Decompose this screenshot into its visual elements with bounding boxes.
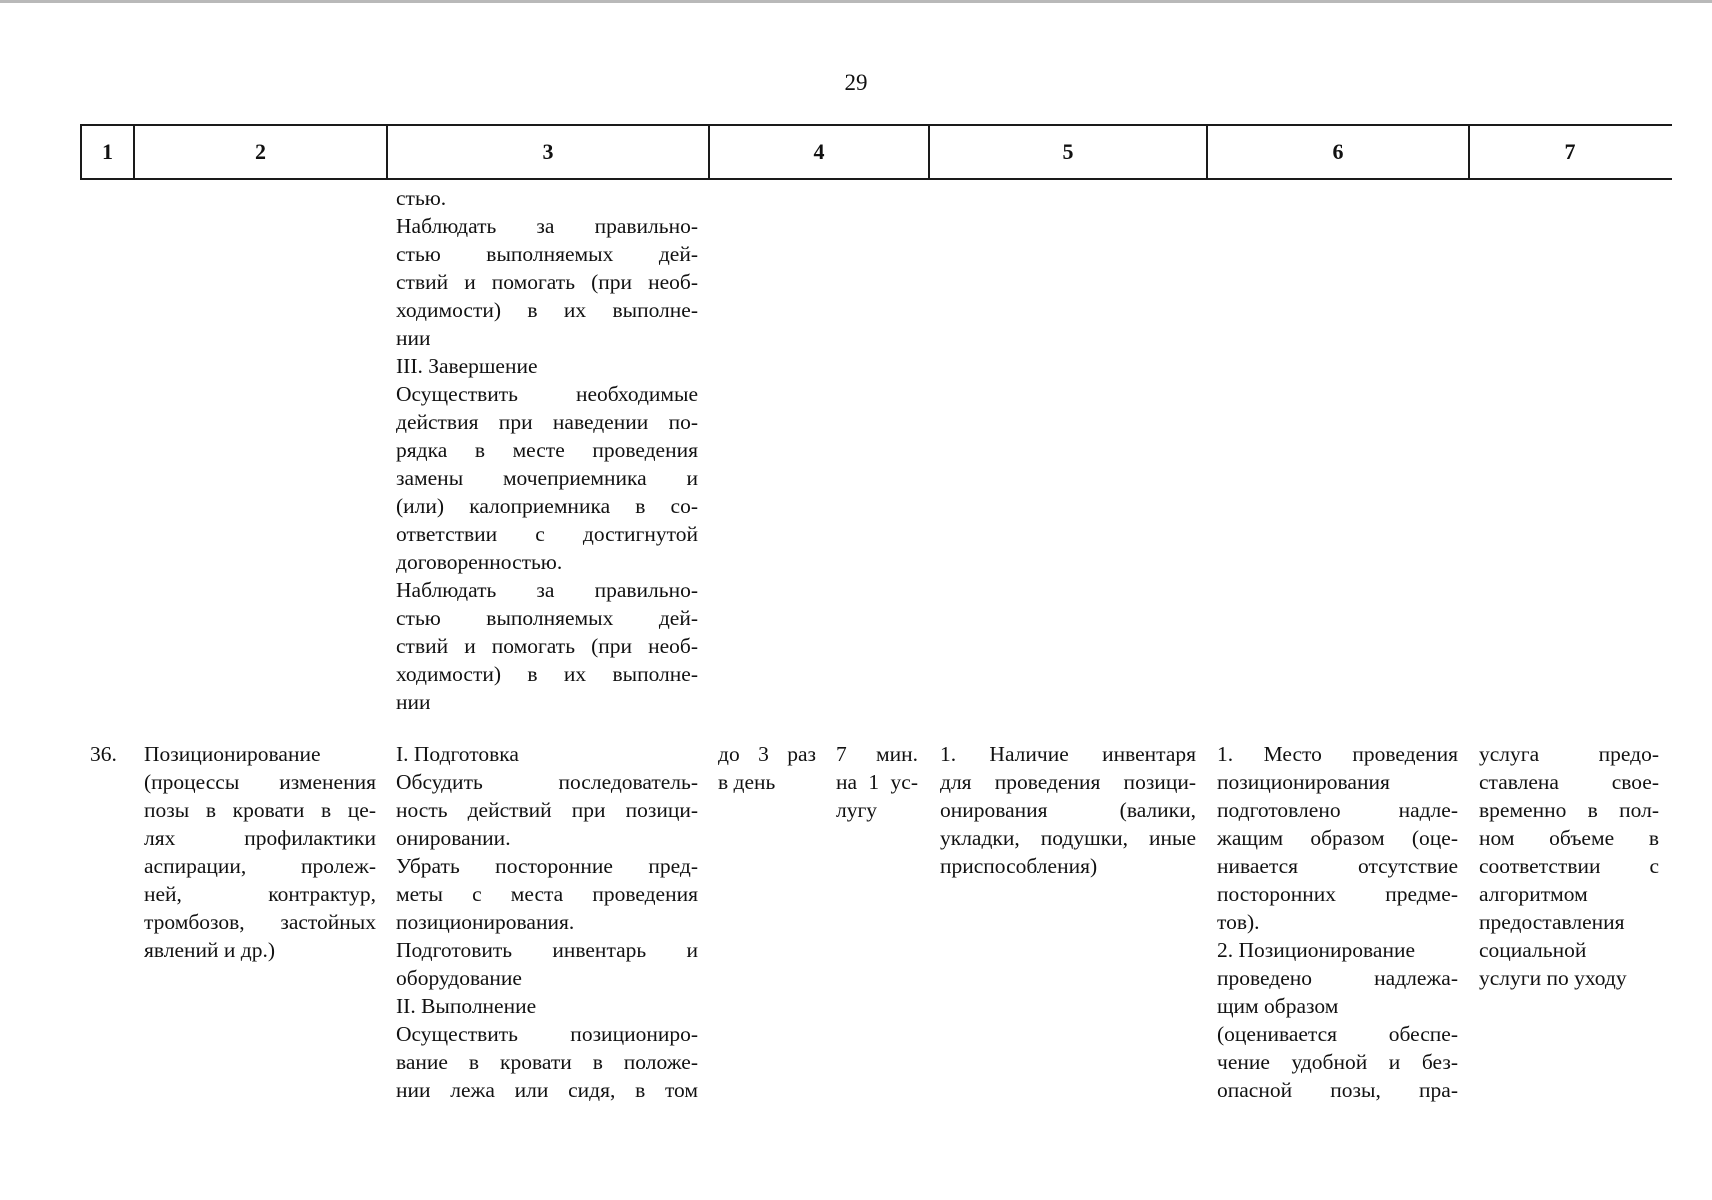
continuation-col3-text: стью. Наблюдать за правильно- стью выполняемых дей- ствий и помогать (при необ- ходимости) в их выполне- нии III. Завершение Осуществить необходимые действия при наведении по- рядка в месте проведения замены мочеприемника и (или) калоприемника в со- ответствии с достигнутой договоренностью. Наблюдать за правильно- стью выполняемых дей- ствий и помогать (при необ- ходимости) в их выполне- нии (396, 186, 698, 714)
column-header-4: 4 (813, 139, 825, 164)
row-36-quality-indicators: 1. Место проведения позиционирования подготовлено надле- жащим образом (оце- нивается отсутствие посторонних предме- тов). 2. Позиционирование проведено надлежа- щим образом (оценивается обеспе- чение удобной и без- опасной позы, пра- (1217, 742, 1458, 1102)
table-header-bottom-rule (80, 178, 1672, 180)
row-36-conditions: 1. Наличие инвентаря для проведения позици- онирования (валики, укладки, подушки, иные приспособления) (940, 742, 1196, 878)
column-header-7: 7 (1564, 139, 1576, 164)
column-header-6: 6 (1332, 139, 1344, 164)
scan-edge (0, 0, 1712, 3)
row-36-service-name: Позиционирование (процессы изменения позы в кровати в це- лях профилактики аспирации, пролеж- ней, контрактур, тромбозов, застойных явлений и др.) (144, 742, 376, 962)
column-header-5: 5 (1062, 139, 1074, 164)
column-header-2: 2 (255, 139, 266, 164)
row-36-procedure-text: I. Подготовка Обсудить последователь- ность действий при позици- онировании. Убрать посторонние пред- меты с места проведения позиционирования. Подготовить инвентарь и оборудование II. Выполнение Осуществить позициониро- вание в кровати в положе- нии лежа или сидя, в том (396, 742, 698, 1102)
column-header-3: 3 (542, 139, 554, 164)
row-36-number: 36. (90, 742, 117, 766)
row-36-frequency: до 3 раз в день (718, 742, 816, 794)
page-number: 29 (844, 70, 868, 95)
row-36-result-assessment: услуга предо- ставлена свое- временно в пол- ном объеме в соответствии с алгоритмом предоставления социальной услуги по уходу (1479, 742, 1659, 990)
column-header-1: 1 (102, 139, 113, 164)
row-36-duration: 7 мин. на 1 ус- лугу (836, 742, 918, 822)
